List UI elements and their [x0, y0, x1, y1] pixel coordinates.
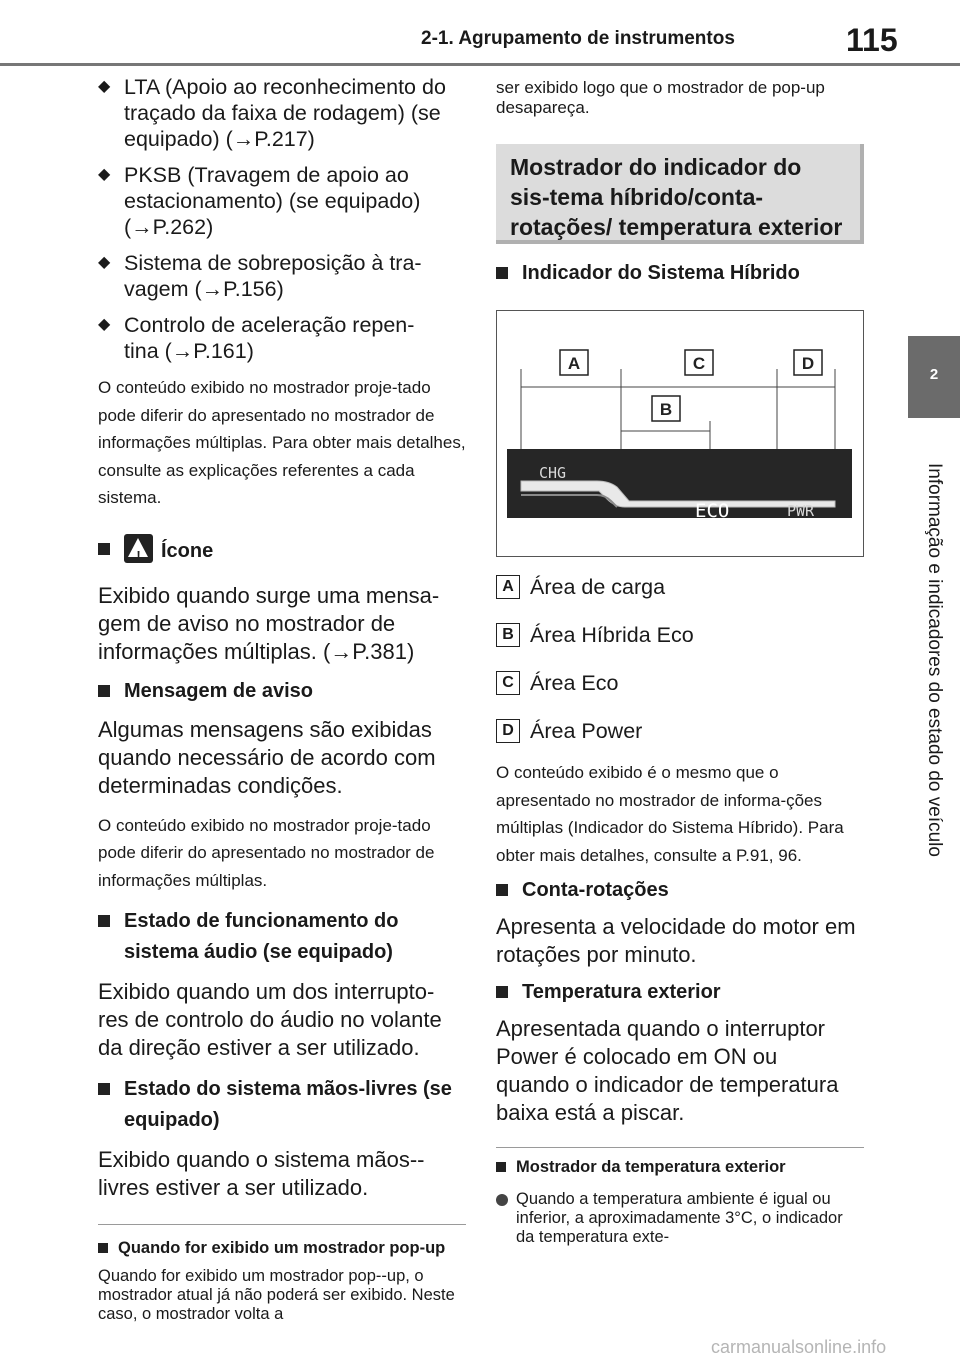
figure-legend [496, 563, 864, 755]
handsfree-status-heading: Estado do sistema mãos-livres (se equipado) [98, 1074, 460, 1136]
callout-a-label: A [567, 354, 581, 373]
hybrid-indicator-heading: Indicador do Sistema Híbrido [496, 258, 864, 288]
legend-item [496, 563, 864, 611]
left-column [98, 74, 466, 1324]
warning-message-heading: Mensagem de aviso [98, 676, 466, 706]
callout-b-label: B [659, 400, 673, 419]
legend-label: Área Eco [530, 670, 619, 695]
body-paragraph: Algumas mensagens são exibidas quando necessário de acordo com determinadas condições. [98, 716, 436, 798]
legend-item [496, 659, 864, 707]
list-item: ◆ Controlo de aceleração repen-tina (→P.161) [98, 312, 443, 364]
note-divider [496, 1147, 864, 1148]
legend-item [496, 707, 864, 755]
section-heading-box: Mostrador do indicador do sis-tema híbrido/conta-rotações/ temperatura exterior [496, 144, 864, 244]
audio-status-heading: Estado de funcionamento do sistema áudio (se equipado) [98, 906, 450, 968]
body-paragraph: Exibido quando o sistema mãos--livres estiver a ser utilizado. [98, 1147, 425, 1200]
hybrid-gauge-diagram [497, 311, 863, 556]
outside-temperature-heading: Temperatura exterior [496, 977, 864, 1007]
gauge-eco-label: ECO [695, 500, 730, 522]
note-paragraph: O conteúdo exibido é o mesmo que o apresentado no mostrador de informa-ções múltiplas (Indicador do Sistema Híbrido). Para obter mais detalhes, consulte a P.91, 96. [496, 763, 844, 865]
list-item: ◆ Sistema de sobreposição à tra-vagem (→P.156) [98, 250, 443, 302]
chapter-tab: 2 [908, 336, 960, 418]
page-number: 115 [846, 22, 898, 58]
gauge-chg-label: CHG [539, 464, 567, 482]
hybrid-indicator-figure [496, 310, 864, 557]
watermark: carmanualsonline.info [711, 1337, 887, 1357]
section-title: 2-1. Agrupamento de instrumentos [421, 28, 735, 49]
legend-label: Área Power [530, 718, 643, 743]
callout-d-label: D [801, 354, 815, 373]
body-paragraph: Apresentada quando o interruptor Power é colocado em ON ou quando o indicador de temperatura baixa está a piscar. [496, 1016, 839, 1125]
tachometer-heading: Conta-rotações [496, 875, 864, 905]
note-divider [98, 1224, 466, 1225]
legend-key: D [496, 719, 520, 743]
temperature-note-heading: Mostrador da temperatura exterior [496, 1156, 864, 1178]
header-divider [0, 63, 960, 66]
note-paragraph: O conteúdo exibido no mostrador proje-tado pode diferir do apresentado no mostrador de informações múltiplas. Para obter mais detalhes, consulte as explicações referentes a cada sistema. [98, 378, 466, 507]
legend-key: A [496, 575, 520, 599]
icon-heading-label: Ícone [161, 539, 214, 562]
body-paragraph: Apresenta a velocidade do motor em rotações por minuto. [496, 914, 856, 967]
legend-label: Área Híbrida Eco [530, 622, 694, 647]
note-paragraph: O conteúdo exibido no mostrador proje-tado pode diferir do apresentado no mostrador de informações múltiplas. [98, 815, 435, 890]
body-paragraph: Exibido quando um dos interrupto-res de controlo do áudio no volante da direção estiver a ser utilizado. [98, 979, 442, 1060]
continuation-text: ser exibido logo que o mostrador de pop-up desapareça. [496, 78, 825, 117]
chapter-title: Informação e indicadores do estado do veículo [924, 463, 945, 857]
legend-label: Área de carga [530, 574, 666, 599]
warning-triangle-icon [124, 534, 153, 563]
legend-key: B [496, 623, 520, 647]
legend-item [496, 611, 864, 659]
legend-key: C [496, 671, 520, 695]
popup-note-text: Quando for exibido um mostrador pop--up, o mostrador atual já não poderá ser exibido. Neste caso, o mostrador volta a [98, 1267, 455, 1323]
temperature-note-item: Quando a temperatura ambiente é igual ou inferior, a aproximadamente 3°C, o indicador da temperatura exte- [496, 1190, 848, 1247]
right-column [496, 78, 864, 1247]
body-paragraph: Exibido quando surge uma mensa-gem de aviso no mostrador de informações múltiplas. (→P.381) [98, 582, 440, 664]
popup-note-heading: Quando for exibido um mostrador pop-up [98, 1237, 466, 1259]
callout-c-label: C [692, 354, 706, 373]
icon-heading [98, 534, 466, 566]
gauge-pwr-label: PWR [787, 502, 815, 520]
list-item: ◆ LTA (Apoio ao reconhecimento do traçado da faixa de rodagem) (se equipado) (→P.217) [98, 74, 450, 152]
list-item: ◆ PKSB (Travagem de apoio ao estacionamento) (se equipado) (→P.262) [98, 162, 448, 240]
